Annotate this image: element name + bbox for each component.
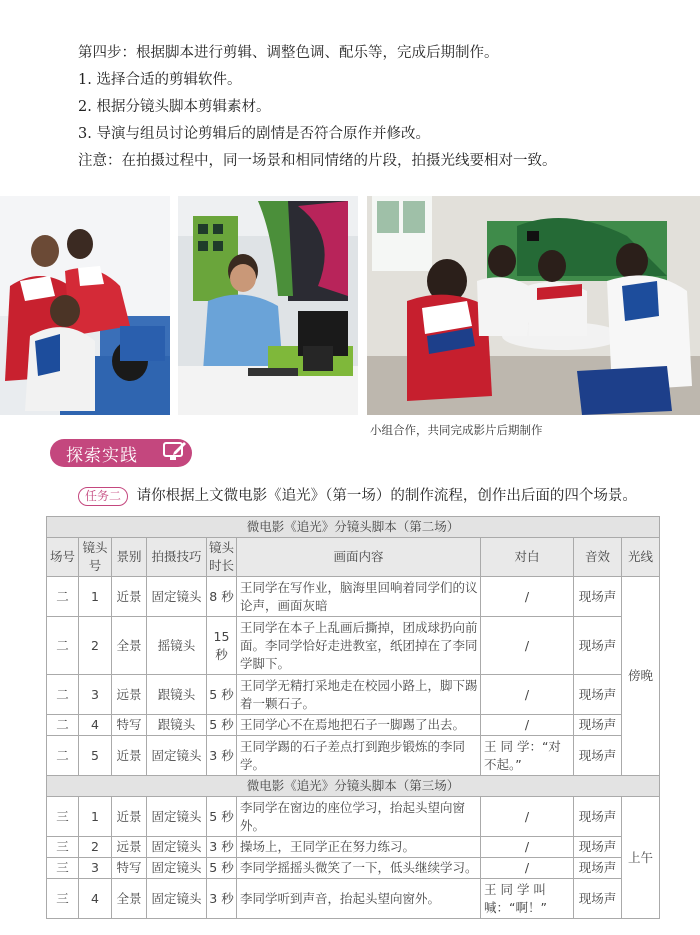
header-size: 景别	[112, 538, 147, 577]
cell-dialogue: /	[481, 617, 574, 675]
table-row	[47, 858, 660, 879]
cell-technique: 固定镜头	[147, 736, 207, 776]
cell-sound: 现场声	[574, 879, 622, 919]
cell-technique: 固定镜头	[147, 858, 207, 879]
cell-sound: 现场声	[574, 797, 622, 837]
cell-shot: 2	[79, 617, 112, 675]
cell-content: 李同学摇摇头微笑了一下，低头继续学习。	[237, 858, 481, 879]
step-item-1: 1. 选择合适的剪辑软件。	[78, 72, 242, 88]
cell-dialogue: /	[481, 675, 574, 715]
header-sound: 音效	[574, 538, 622, 577]
cell-scene: 三	[47, 837, 79, 858]
table-row	[47, 675, 660, 715]
cell-technique: 固定镜头	[147, 837, 207, 858]
cell-scene: 二	[47, 736, 79, 776]
cell-duration: 3 秒	[207, 879, 237, 919]
cell-content: 王同学心不在焉地把石子一脚踢了出去。	[237, 715, 481, 736]
task-tag: 任务二	[78, 487, 128, 506]
cell-dialogue: /	[481, 858, 574, 879]
cell-sound: 现场声	[574, 577, 622, 617]
cell-size: 全景	[112, 617, 147, 675]
cell-sound: 现场声	[574, 617, 622, 675]
cell-content: 操场上，王同学正在努力练习。	[237, 837, 481, 858]
cell-size: 特写	[112, 715, 147, 736]
edit-screen-icon	[162, 440, 188, 468]
table-row	[47, 617, 660, 675]
cell-content: 李同学听到声音，抬起头望向窗外。	[237, 879, 481, 919]
photo-student-editing	[178, 196, 358, 415]
cell-size: 特写	[112, 858, 147, 879]
cell-dialogue: 王 同 学 叫 喊：“啊！”	[481, 879, 574, 919]
cell-scene: 二	[47, 577, 79, 617]
cell-sound: 现场声	[574, 675, 622, 715]
cell-technique: 固定镜头	[147, 879, 207, 919]
photo-caption: 小组合作，共同完成影片后期制作	[370, 423, 543, 437]
cell-duration: 8 秒	[207, 577, 237, 617]
task-line	[78, 484, 637, 506]
cell-duration: 3 秒	[207, 837, 237, 858]
task-text: 请你根据上文微电影《追光》（第一场）的制作流程，创作出后面的四个场景。	[136, 488, 637, 504]
cell-scene: 三	[47, 858, 79, 879]
scene3-title: 微电影《追光》分镜头脚本（第三场）	[47, 776, 660, 797]
step-item-3: 3. 导演与组员讨论剪辑后的剧情是否符合原作并修改。	[78, 126, 430, 142]
cell-shot: 1	[79, 797, 112, 837]
cell-sound: 现场声	[574, 736, 622, 776]
cell-light-scene2: 傍晚	[622, 577, 660, 776]
cell-content: 王同学无精打采地走在校园小路上，脚下踢着一颗石子。	[237, 675, 481, 715]
cell-duration: 5 秒	[207, 797, 237, 837]
cell-light-scene3: 上午	[622, 797, 660, 919]
header-content: 画面内容	[237, 538, 481, 577]
cell-content: 王同学踢的石子差点打到跑步锻炼的李同学。	[237, 736, 481, 776]
banner-label: 探索实践	[66, 446, 138, 466]
cell-duration: 5 秒	[207, 675, 237, 715]
cell-technique: 跟镜头	[147, 715, 207, 736]
cell-content: 王同学在本子上乱画后撕掉，团成球扔向前面。李同学恰好走进教室，纸团掉在了李同学脚下。	[237, 617, 481, 675]
cell-dialogue: /	[481, 715, 574, 736]
cell-duration: 5 秒	[207, 858, 237, 879]
header-technique: 拍摄技巧	[147, 538, 207, 577]
cell-dialogue: /	[481, 837, 574, 858]
step-heading: 第四步：根据脚本进行剪辑、调整色调、配乐等，完成后期制作。	[78, 45, 499, 61]
cell-shot: 5	[79, 736, 112, 776]
cell-shot: 4	[79, 879, 112, 919]
cell-sound: 现场声	[574, 715, 622, 736]
cell-dialogue: /	[481, 577, 574, 617]
cell-shot: 2	[79, 837, 112, 858]
cell-size: 远景	[112, 837, 147, 858]
table-row	[47, 715, 660, 736]
cell-sound: 现场声	[574, 858, 622, 879]
cell-scene: 三	[47, 879, 79, 919]
cell-shot: 3	[79, 858, 112, 879]
cell-scene: 三	[47, 797, 79, 837]
cell-size: 全景	[112, 879, 147, 919]
table-row	[47, 837, 660, 858]
cell-size: 近景	[112, 797, 147, 837]
step-item-2: 2. 根据分镜头脚本剪辑素材。	[78, 99, 271, 115]
scene2-title: 微电影《追光》分镜头脚本（第二场）	[47, 517, 660, 538]
section-banner	[50, 436, 192, 469]
cell-technique: 跟镜头	[147, 675, 207, 715]
cell-dialogue: /	[481, 797, 574, 837]
header-dialogue: 对白	[481, 538, 574, 577]
table-row	[47, 577, 660, 617]
cell-shot: 1	[79, 577, 112, 617]
header-light: 光线	[622, 538, 660, 577]
cell-dialogue: 王 同 学：“对不起。”	[481, 736, 574, 776]
cell-technique: 摇镜头	[147, 617, 207, 675]
cell-scene: 二	[47, 617, 79, 675]
photo-group-collaboration	[367, 196, 700, 415]
cell-technique: 固定镜头	[147, 577, 207, 617]
table-row	[47, 879, 660, 919]
step-four-section	[78, 40, 678, 175]
cell-shot: 3	[79, 675, 112, 715]
cell-duration: 5 秒	[207, 715, 237, 736]
cell-size: 近景	[112, 577, 147, 617]
cell-shot: 4	[79, 715, 112, 736]
scene2-title-row	[47, 517, 660, 538]
cell-duration: 3 秒	[207, 736, 237, 776]
table-row	[47, 736, 660, 776]
step-note: 注意：在拍摄过程中，同一场景和相同情绪的片段，拍摄光线要相对一致。	[78, 153, 557, 169]
cell-technique: 固定镜头	[147, 797, 207, 837]
header-duration: 镜头时长	[207, 538, 237, 577]
cell-content: 王同学在写作业，脑海里回响着同学们的议论声，画面灰暗	[237, 577, 481, 617]
cell-duration: 15 秒	[207, 617, 237, 675]
cell-scene: 二	[47, 715, 79, 736]
table-header-row	[47, 538, 660, 577]
cell-content: 李同学在窗边的座位学习，抬起头望向窗外。	[237, 797, 481, 837]
cell-sound: 现场声	[574, 837, 622, 858]
table-row	[47, 797, 660, 837]
scene3-title-row	[47, 776, 660, 797]
cell-size: 远景	[112, 675, 147, 715]
cell-size: 近景	[112, 736, 147, 776]
storyboard-table	[46, 516, 660, 919]
header-scene: 场号	[47, 538, 79, 577]
header-shot: 镜头号	[79, 538, 112, 577]
cell-scene: 二	[47, 675, 79, 715]
photo-students-at-computers	[0, 196, 170, 415]
